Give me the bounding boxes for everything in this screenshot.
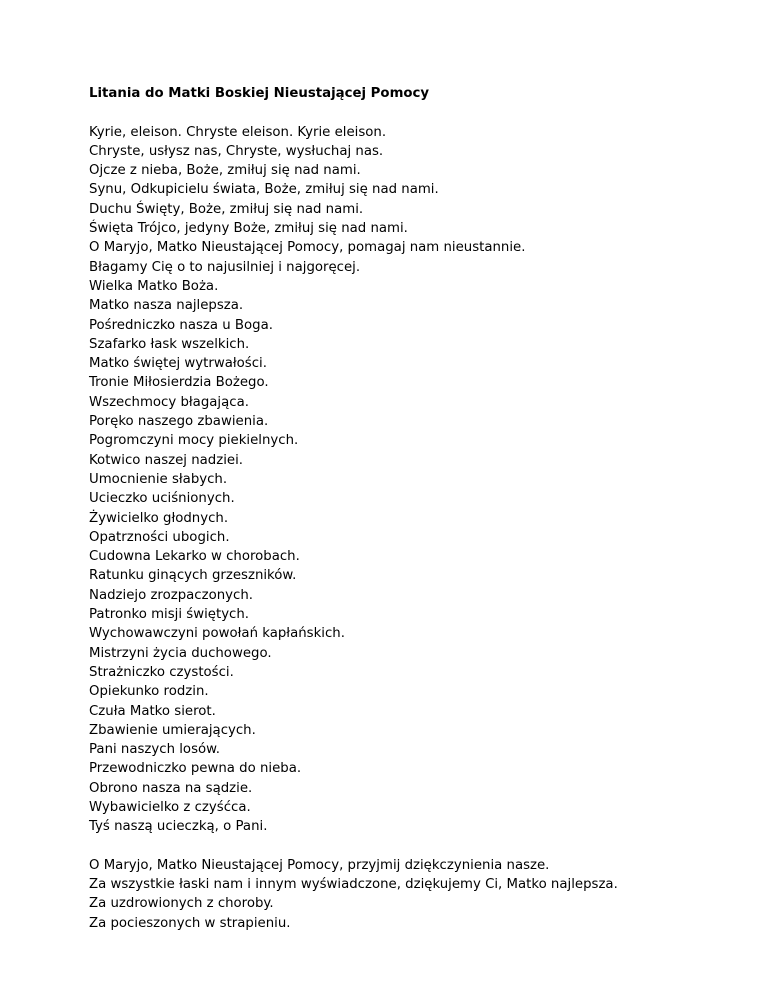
litany-line: Nadziejo zrozpaczonych. bbox=[89, 587, 253, 603]
litany-line: Synu, Odkupicielu świata, Boże, zmiłuj się nad nami. bbox=[89, 182, 439, 198]
litany-line: Duchu Święty, Boże, zmiłuj się nad nami. bbox=[89, 201, 364, 217]
litany-line: Chryste, usłysz nas, Chryste, wysłuchaj nas. bbox=[89, 143, 384, 159]
litany-line: Kyrie, eleison. Chryste eleison. Kyrie eleison. bbox=[89, 124, 387, 140]
document-body bbox=[89, 84, 729, 933]
litany-line: Poręko naszego zbawienia. bbox=[89, 414, 269, 430]
litany-line: Tyś naszą ucieczką, o Pani. bbox=[89, 819, 268, 835]
litany-line: Mistrzyni życia duchowego. bbox=[89, 645, 272, 661]
litany-paragraph bbox=[89, 856, 729, 933]
litany-line: Patronko misji świętych. bbox=[89, 607, 250, 623]
litany-line: Obrono nasza na sądzie. bbox=[89, 780, 253, 796]
litany-line: Pani naszych losów. bbox=[89, 742, 221, 758]
litany-line: Matko świętej wytrwałości. bbox=[89, 356, 267, 372]
litany-line: Wybawicielko z czyśćca. bbox=[89, 799, 251, 815]
litany-line: O Maryjo, Matko Nieustającej Pomocy, pomagaj nam nieustannie. bbox=[89, 240, 526, 256]
litany-line: Żywicielko głodnych. bbox=[89, 510, 229, 526]
litany-line: Czuła Matko sierot. bbox=[89, 703, 216, 719]
litany-line: Błagamy Cię o to najusilniej i najgoręcej. bbox=[89, 259, 361, 275]
litany-line: Przewodniczko pewna do nieba. bbox=[89, 761, 302, 777]
litany-line: Ratunku ginących grzeszników. bbox=[89, 568, 297, 584]
litany-line: Opiekunko rodzin. bbox=[89, 684, 209, 700]
litany-line: Umocnienie słabych. bbox=[89, 471, 228, 487]
litany-paragraph bbox=[89, 123, 729, 837]
litany-line: Za uzdrowionych z choroby. bbox=[89, 896, 274, 912]
litany-line: Pogromczyni mocy piekielnych. bbox=[89, 433, 299, 449]
litany-line: Wszechmocy błagająca. bbox=[89, 394, 249, 410]
litany-line: O Maryjo, Matko Nieustającej Pomocy, przyjmij dziękczynienia nasze. bbox=[89, 857, 550, 873]
document-title: Litania do Matki Boskiej Nieustającej Pomocy bbox=[89, 86, 430, 101]
litany-line: Tronie Miłosierdzia Bożego. bbox=[89, 375, 269, 391]
litany-line: Strażniczko czystości. bbox=[89, 664, 234, 680]
litany-line: Ucieczko uciśnionych. bbox=[89, 491, 235, 507]
litany-line: Szafarko łask wszelkich. bbox=[89, 336, 250, 352]
litany-line: Zbawienie umierających. bbox=[89, 722, 256, 738]
litany-line: Kotwico naszej nadziei. bbox=[89, 452, 244, 468]
litany-line: Wielka Matko Boża. bbox=[89, 278, 219, 294]
litany-text bbox=[89, 123, 729, 933]
litany-line: Za wszystkie łaski nam i innym wyświadczone, dziękujemy Ci, Matko najlepsza. bbox=[89, 877, 618, 893]
litany-line: Opatrzności ubogich. bbox=[89, 529, 230, 545]
litany-line: Cudowna Lekarko w chorobach. bbox=[89, 549, 300, 565]
litany-line: Wychowawczyni powołań kapłańskich. bbox=[89, 626, 345, 642]
litany-line: Święta Trójco, jedyny Boże, zmiłuj się nad nami. bbox=[89, 221, 408, 237]
litany-line: Ojcze z nieba, Boże, zmiłuj się nad nami. bbox=[89, 163, 361, 179]
litany-line: Za pocieszonych w strapieniu. bbox=[89, 915, 291, 931]
litany-line: Pośredniczko nasza u Boga. bbox=[89, 317, 273, 333]
litany-line: Matko nasza najlepsza. bbox=[89, 298, 244, 314]
